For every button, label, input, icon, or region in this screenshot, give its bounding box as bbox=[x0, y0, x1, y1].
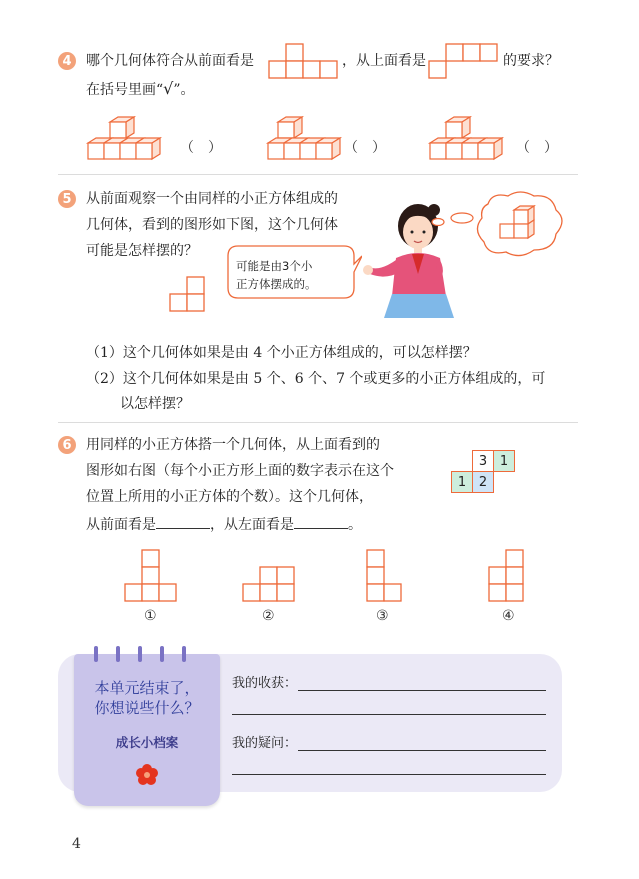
harvest-answer-line-2[interactable] bbox=[232, 714, 546, 715]
q6-line-1: 用同样的小正方体搭一个几何体，从上面看到的 bbox=[86, 437, 380, 453]
notebook-rings bbox=[84, 646, 210, 664]
check-mark-icon: √ bbox=[163, 79, 174, 98]
q5-front-view-figure bbox=[168, 275, 208, 315]
question-4-number: 4 bbox=[58, 52, 76, 70]
harvest-label: 我的收获： bbox=[232, 676, 298, 691]
q4-option-2-figure bbox=[266, 116, 346, 162]
q5-line-2: 几何体，看到的图形如下图，这个几何体 bbox=[86, 217, 338, 233]
q5-line-3: 可能是怎样摆的？ bbox=[86, 243, 198, 259]
q5-sub-question-1: （1）这个几何体如果是由 4 个小正方体组成的，可以怎样摆？ bbox=[86, 345, 477, 361]
grid-cell: 1 bbox=[493, 450, 515, 472]
q5-sub-question-2-line-1: （2）这个几何体如果是由 5 个、6 个、7 个或更多的小正方体组成的，可 bbox=[86, 371, 546, 387]
q6-top-view-grid bbox=[450, 450, 518, 496]
q4-top-view-figure bbox=[428, 42, 500, 82]
left-view-answer-blank[interactable] bbox=[294, 515, 348, 529]
q4-answer-3[interactable]: （ ） bbox=[516, 140, 558, 156]
q4-text-2: ，从上面看是 bbox=[342, 53, 426, 69]
q6-choice-2-label: ② bbox=[262, 608, 275, 624]
q5-sub-question-2-line-2: 以怎样摆？ bbox=[120, 396, 190, 412]
q6-choice-4-figure bbox=[488, 548, 528, 604]
question-6-number: 6 bbox=[58, 436, 76, 454]
q4-text-3: 的要求？ bbox=[503, 53, 559, 69]
q6-choice-3-figure bbox=[366, 548, 406, 604]
q6-choice-1-label: ① bbox=[144, 608, 157, 624]
q5-cube-figure-thought bbox=[496, 204, 546, 248]
q4-option-3-figure bbox=[428, 116, 508, 162]
q6-choice-1-figure bbox=[124, 548, 180, 604]
summary-subtitle: 成长小档案 bbox=[115, 735, 179, 750]
q5-line-1: 从前面观察一个由同样的小正方体组成的 bbox=[86, 191, 338, 207]
q4-front-view-figure bbox=[268, 42, 340, 82]
q6-choice-2-figure bbox=[242, 548, 298, 604]
q6-line-4: 从前面看是 ，从左面看是 。 bbox=[86, 517, 362, 533]
divider bbox=[58, 422, 578, 423]
grid-cell: 2 bbox=[472, 471, 494, 493]
question-answer-line-1[interactable] bbox=[298, 750, 546, 751]
front-view-answer-blank[interactable] bbox=[156, 515, 210, 529]
q4-text-1: 哪个几何体符合从前面看是 bbox=[86, 53, 254, 69]
q6-choice-4-label: ④ bbox=[502, 608, 515, 624]
question-answer-line-2[interactable] bbox=[232, 774, 546, 775]
grid-cell: 1 bbox=[451, 471, 473, 493]
q4-answer-2[interactable]: （ ） bbox=[344, 140, 386, 156]
question-5-number: 5 bbox=[58, 190, 76, 208]
grid-cell: 3 bbox=[472, 450, 494, 472]
q5-bubble-text: 可能是由3个小 正方体摆成的。 bbox=[236, 259, 317, 291]
q6-line-3: 位置上所用的小正方体的个数）。这个几何体， bbox=[86, 489, 373, 505]
q4-line-2: 在括号里画“√”。 bbox=[86, 79, 195, 98]
divider bbox=[58, 174, 578, 175]
q6-line-2: 图形如右图（每个小正方形上面的数字表示在这个 bbox=[86, 463, 394, 479]
page-number: 4 bbox=[72, 836, 81, 852]
q4-answer-1[interactable]: （ ） bbox=[180, 140, 222, 156]
summary-heading: 本单元结束了， 你想说些什么？ bbox=[94, 679, 200, 717]
q6-choice-3-label: ③ bbox=[376, 608, 389, 624]
harvest-answer-line-1[interactable] bbox=[298, 690, 546, 691]
question-label: 我的疑问： bbox=[232, 736, 298, 751]
q4-option-1-figure bbox=[86, 116, 166, 162]
flower-icon bbox=[134, 762, 160, 788]
